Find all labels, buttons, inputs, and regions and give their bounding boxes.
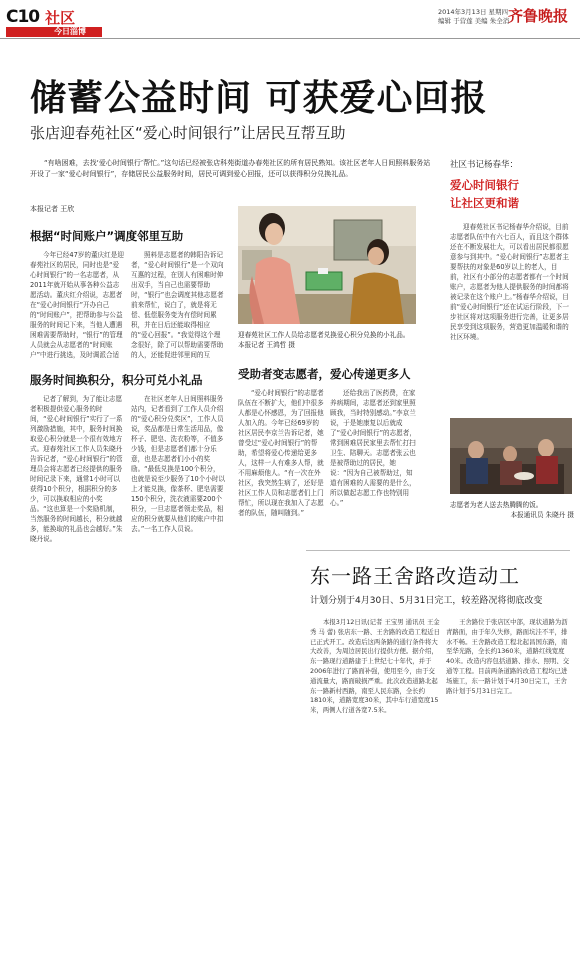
section2-col2: 在社区老年人日间照料服务站内，记者看到了工作人员介绍的“爱心积分兑奖区”，工作人员说，奖品都是日常生活用品，像杯子、肥皂、洗衣粉等，不值多少钱，但是志愿者们都十分乐意，也是志愿者们小小的奖励。“最低兑换是100个积分，也就是说至少服务了10个小时以上才能兑换，像茶杯、肥皂需要150个积分，洗衣液需要200个积分，一旦志愿者领走奖品，相应的积分就要从他们的账户中扣去。”一名工作人员说。 [131,395,226,533]
newspaper-logo: 齐鲁晚报 [507,7,568,25]
section1-col1: 今年已经47岁的董庆红是迎春苑社区的居民，同时也是“爱心时间银行”的一名志愿者，从2011年就开始从事各种公益志愿活动。董庆红介绍说，志愿者在“爱心时间银行”开办自己的“时间账户”，把帮助参与公益服务的时间记下来，当他人遭遇困难需要帮助时，“银行”的管理人员就会从志愿者的“时间账户”中进行挑选，及时调派合适 [30,251,124,359]
sidebar-caption-text: 志愿者为老人送去热腾腾的饭。 [450,501,543,509]
article-photo [238,206,416,324]
sidebar-title-line2: 让社区更和谐 [450,196,519,210]
page-number: C10 [6,7,40,27]
article-byline: 本报记者 王欣 [30,205,75,213]
sidebar-photo-caption [450,500,574,520]
issue-meta [438,8,518,26]
lower-col1: 本报3月12日讯(记者 王宝男 通讯员 王金秀 马 蕾) 张店东一路、王舍路的改造工程近日已正式开工。改造后这两条路的通行条件将大大改善，为周边居民出行提供方便。据介绍，东一路现行道路建于上世纪七十年代，并于2006年进行了路面补强，使用至今，由于交通流量大，路面破损严重。此次改造道路北起东一路新村西路，南至人民东路，全长约1810米，道路宽度30米，其中车行道宽度15米，两侧人行道各宽7.5米。 [310,618,440,715]
issue-date: 2014年3月13日 星期四 [438,8,509,16]
issue-editors: 编辑 于营莲 美编 朱全消 [438,17,510,25]
lower-headline: 东一路王舍路改造动工 [310,564,520,588]
section3-heading: 受助者变志愿者，爱心传递更多人 [238,367,411,381]
sidebar-photo-credit: 本报通讯员 朱晓丹 摄 [510,511,574,519]
section3-col1: “爱心时间银行”的志愿者队伍在不断扩大，他们中很多人都是心怀感恩，为了回报他人加入的。今年已经69岁的社区居民李京兰告诉记者，她曾受过“爱心时间银行”的帮助，希望将爱心传递给更多人，这样一人有难多人帮，就不用麻烦他人。“有一次在外社区，我突然生病了，还好是社区工作人员和志愿者们上门帮忙，所以现在我加入了志愿者的队伍，随叫随到。” [238,389,324,517]
sidebar-title-line1: 爱心时间银行 [450,178,519,192]
section3-col2: 还给我出了医药费，在家养病期间，志愿者还到家里照顾我，当时特别感动。”李京兰说，于是她康复以后就成了“爱心时间银行”的志愿者，常到困难居民家里去帮忙打扫卫生、陪聊天。志愿者张云也是被帮助过的居民，她说：“因为自己被帮助过，知道有困难的人需要的是什么，所以做起志愿工作也特别用心。” [330,389,416,507]
sidebar-photo [450,418,572,494]
section2-heading: 服务时间换积分，积分可兑小礼品 [30,373,203,387]
sidebar-title [450,176,519,212]
section-name: 社区 [45,8,76,27]
lower-col2: 王舍路位于张店区中部，现状道路为沥青路面，由于年久失修，路面坑洼不平，排水不畅。王舍路改造工程北起昌国东路，南至华光路，全长约1360米，道路红线宽度40米。改造内容包括道路、排水、照明、交通等工程。目前两条道路的改造工程均已进场施工，东一路计划于4月30日完工，王舍路计划于5月31日完工。 [446,618,570,695]
article-intro: “有啥困难，去找‘爱心时间银行’帮忙。”这句话已经被张店科苑街道办春苑社区的所有居民熟知。该社区老年人日间照料服务站开设了一家“爱心时间银行”，存储居民公益服务时间，居民可调到爱心回报，还可以获得积分兑换礼品。 [30,159,431,178]
sidebar-body: 迎春苑社区书记杨春华介绍说，目前志愿者队伍中有六七百人，而且这个群体还在不断发展壮大，可以看出居民都很愿意参与到其中。“爱心时间银行”志愿者主要帮扶的对象是60岁以上的老人，目前，社区有小部分的志愿者都有一个时间账户，志愿者为他人提供服务的时间都将被记录在这个账户上。”杨春华介绍说，目前“爱心时间银行”还在试运行阶段，下一步社区将对这项服务进行完善，让更多居民享受到这项服务，营造更加温暖和谐的社区环境。 [450,223,569,341]
main-headline: 储蓄公益时间 可获爱心回报 [30,78,488,119]
sub-section-label: 今日淄博 [54,27,86,36]
photo-illustration [238,206,416,324]
main-subhead: 张店迎春苑社区“爱心时间银行”让居民互帮互助 [30,124,346,142]
header-divider [0,38,580,39]
page-header [6,6,75,28]
section1-heading: 根据“时间账户”调度邻里互助 [30,229,184,243]
lower-subhead: 计划分别于4月30日、5月31日完工，较差路况将彻底改变 [310,596,543,606]
sidebar-photo-illustration [450,418,572,494]
section1-col2: 照料是志愿者的韩阳告诉记者，“爱心时间银行”是一个双向互惠的过程，在别人有困难时伸出双手，当自己也需要帮助时，“银行”也会调度其他志愿者前来帮忙，说白了，就是将无偿、低偿服务变为有偿时间累积，并在日后还能取得相应的“爱心回报”。“我觉得这个理念很好，除了可以帮助需要帮助的人，还能促进邻里间的互 [131,251,224,359]
sidebar-kicker: 社区书记杨春华： [450,160,519,170]
lower-story-divider [306,550,570,551]
section2-col1: 记者了解到，为了能让志愿者积极提供爱心服务的时间，“爱心时间银行”实行了一系列激励措施，其中，服务时间换取爱心积分就是一个很有效地方式。迎春苑社区工作人员朱晓丹告诉记者，“爱心时间银行”的管理员会将志愿者已经提供的服务时间记录下来，通常1小时可以获得10个积分，根据积分的多少，可以换取相应的小奖品。“这也算是一个奖励机制，当然服务的时间越长，积分就越多，能换取的礼品也会越好。”朱晓丹说。 [30,395,123,543]
photo-caption: 迎春苑社区工作人员给志愿者兑换爱心积分兑换的小礼品。 本报记者 王鸿哲 摄 [238,331,410,349]
